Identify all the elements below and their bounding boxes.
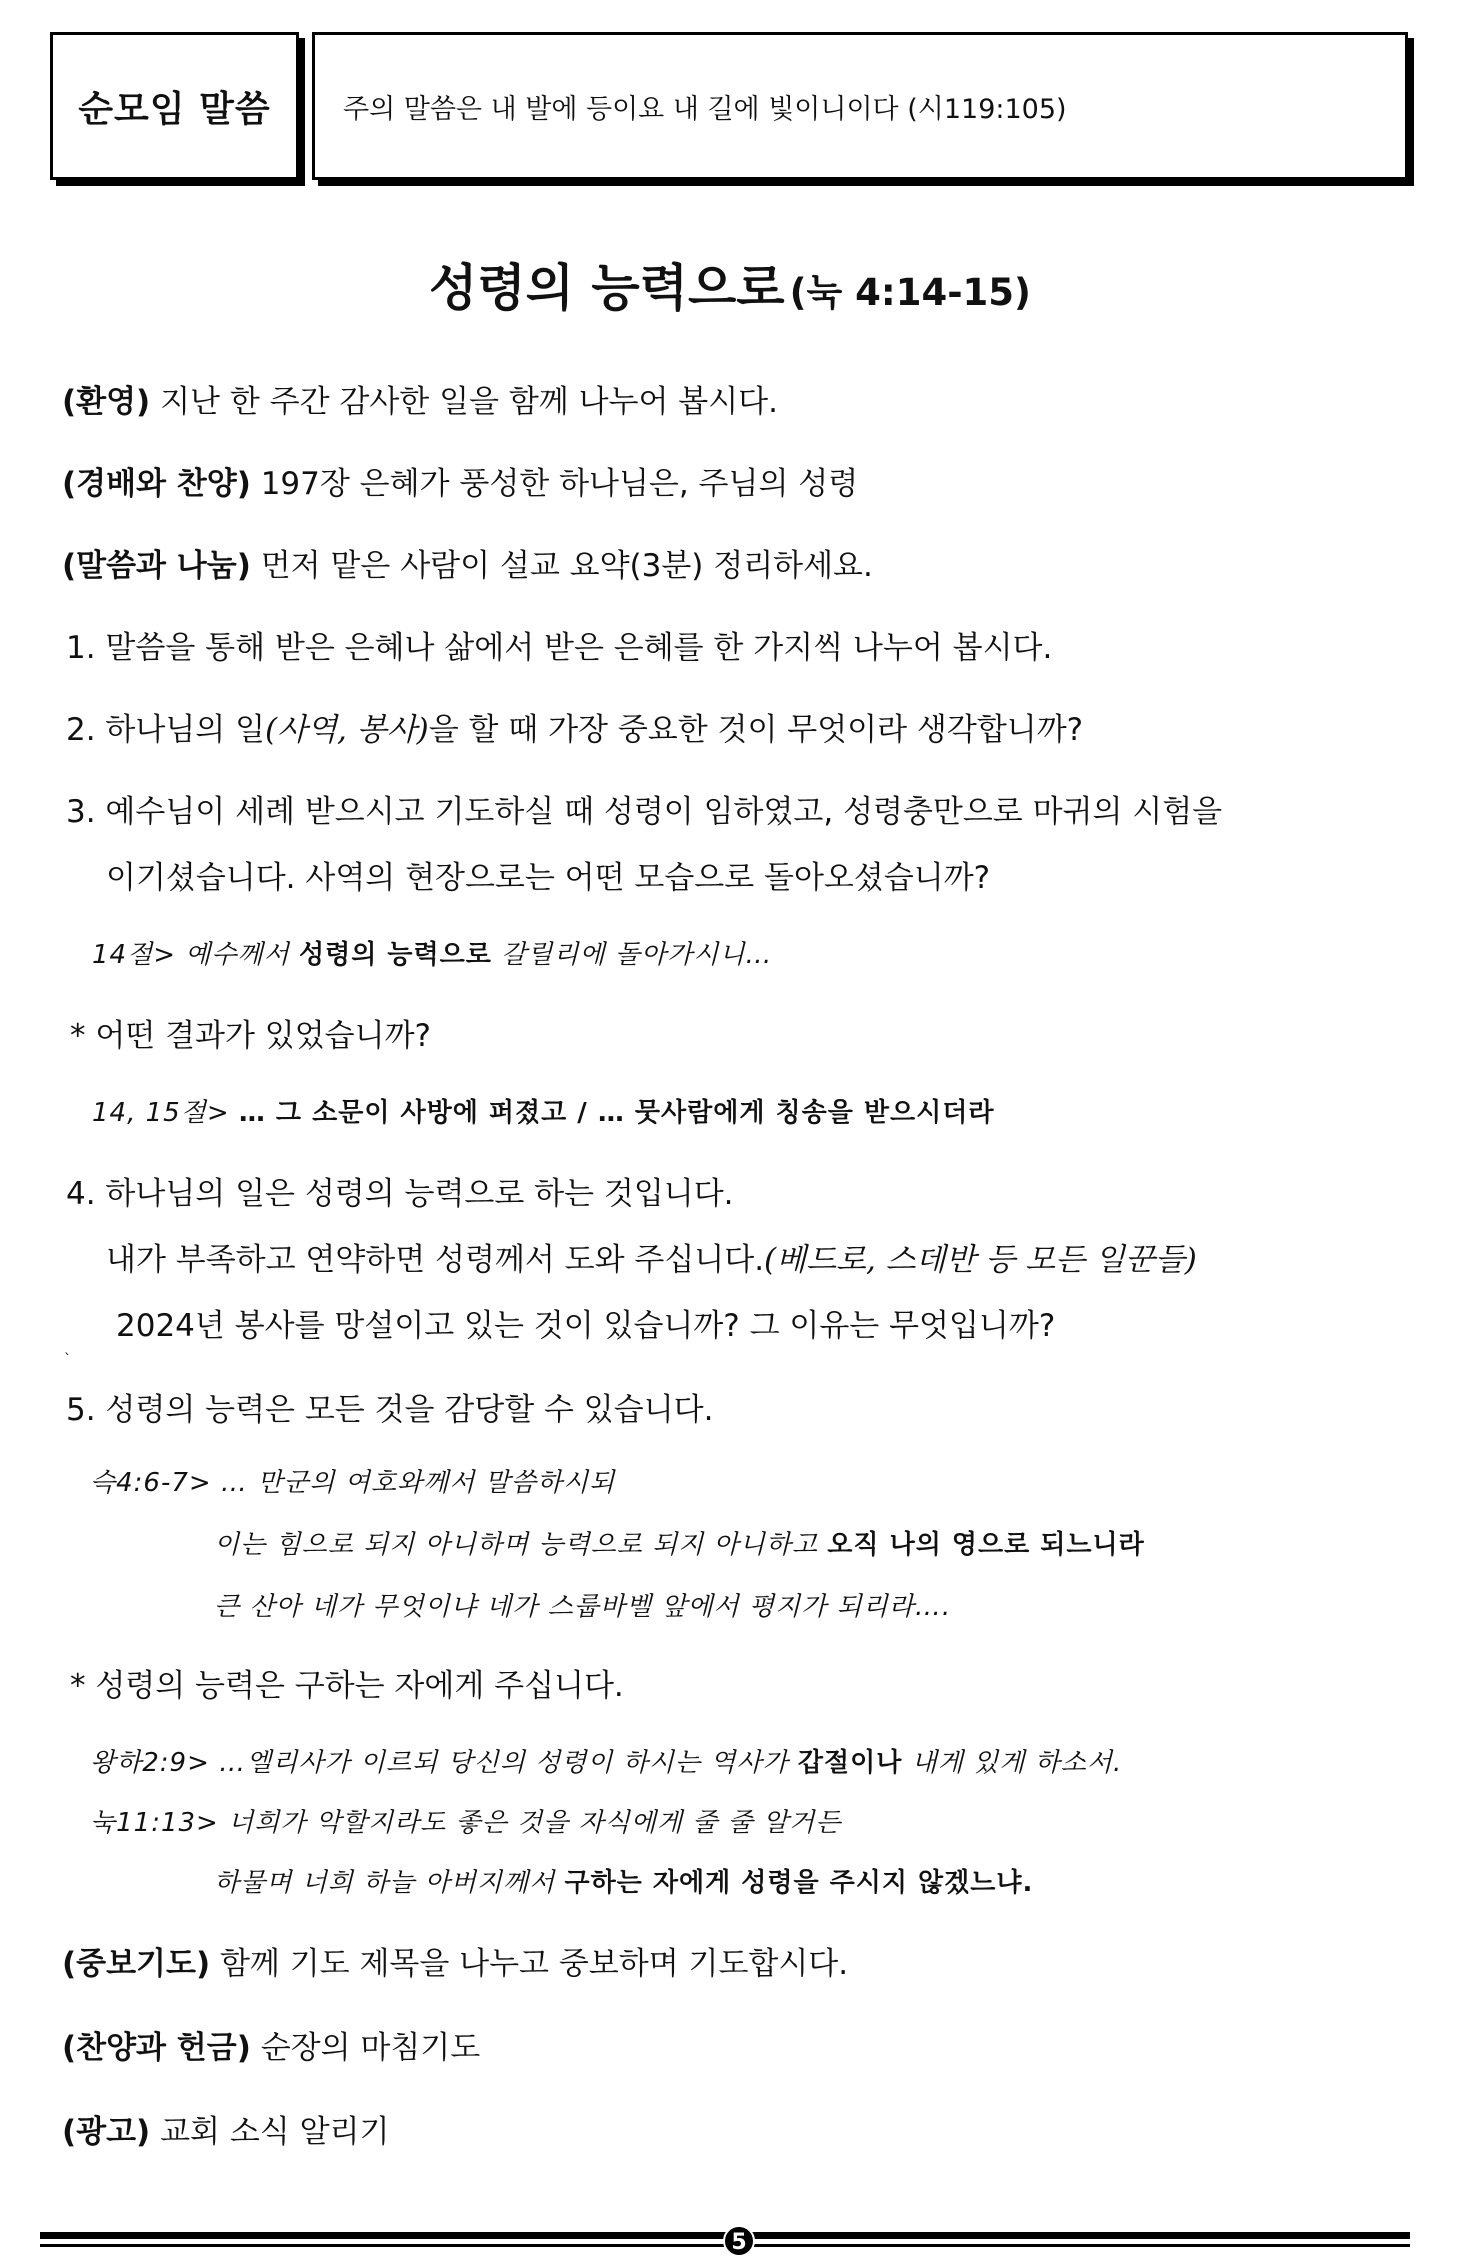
verse-14-bold: 성령의 능력으로: [298, 940, 492, 970]
question-4-line-2-text: 내가 부족하고 연약하면 성령께서 도와 주십니다.: [106, 1242, 765, 1278]
question-5: 5. 성령의 능력은 모든 것을 감당할 수 있습니다.: [66, 1392, 714, 1428]
luke-line-2-text: 하물며 너희 하늘 아버지께서: [214, 1868, 565, 1898]
zechariah-line-2-bold: 오직 나의 영으로 되느니라: [827, 1530, 1145, 1560]
question-4-line-1: 4. 하나님의 일은 성령의 능력으로 하는 것입니다.: [66, 1176, 734, 1212]
zechariah-line-2-text: 이는 힘으로 되지 아니하며 능력으로 되지 아니하고: [214, 1530, 828, 1560]
notice-text: 교회 소식 알리기: [150, 2114, 390, 2150]
luke-line-2: [214, 1862, 1033, 1899]
verse-14-rest: 갈릴리에 돌아가시니…: [491, 940, 773, 970]
kings-verse-bold: 갑절이나: [797, 1748, 903, 1778]
worship-line: [62, 458, 858, 503]
kings-verse-text: 왕하2:9> …엘리사가 이르되 당신의 성령이 하시는 역사가: [90, 1748, 798, 1778]
theme-verse: 주의 말씀은 내 발에 등이요 내 길에 빛이니이다 (시119:105): [343, 93, 1067, 125]
verse-14-15: [92, 1092, 995, 1129]
question-4-line-3: 2024년 봉사를 망설이고 있는 것이 있습니까? 그 이유는 무엇입니까?: [116, 1308, 1056, 1344]
zechariah-line-3: 큰 산아 네가 무엇이냐 네가 스룹바벨 앞에서 평지가 되리라….: [214, 1592, 952, 1622]
title-main: 성령의 능력으로: [429, 259, 785, 317]
worship-tag: (경배와 찬양): [62, 466, 251, 502]
seek-line: * 성령의 능력은 구하는 자에게 주십니다.: [70, 1668, 624, 1704]
word-tag: (말씀과 나눔): [62, 548, 251, 584]
kings-verse-rest: 내게 있게 하소서.: [902, 1748, 1123, 1778]
worship-text: 197장 은혜가 풍성한 하나님은, 주님의 성령: [250, 466, 859, 502]
prayer-tag: (중보기도): [62, 1946, 211, 1982]
question-4-line-2-italic: (베드로, 스데반 등 모든 일꾼들): [764, 1242, 1197, 1278]
verse-14-15-bold: … 그 소문이 사방에 퍼졌고 / … 뭇사람에게 칭송을 받으시더라: [238, 1098, 995, 1128]
verse-14-15-ref: 14, 15절>: [92, 1098, 239, 1128]
welcome-line: [62, 376, 778, 421]
prayer-line: [62, 1938, 848, 1983]
prayer-text: 함께 기도 제목을 나누고 중보하며 기도합시다.: [210, 1946, 849, 1982]
question-2-italic: (사역, 봉사): [265, 712, 429, 748]
word-line: [62, 540, 873, 585]
question-1: 1. 말씀을 통해 받은 은혜나 삶에서 받은 은혜를 한 가지씩 나누어 봅시다.: [66, 630, 1053, 666]
verse-14: [92, 934, 772, 971]
question-2: [66, 704, 1083, 749]
notice-tag: (광고): [62, 2114, 151, 2150]
section-label-box: [50, 32, 299, 180]
question-3-line-2: 이기셨습니다. 사역의 현장으로는 어떤 모습으로 돌아오셨습니까?: [106, 860, 991, 896]
notice-line: [62, 2106, 389, 2151]
verse-14-ref: 14절> 예수께서: [92, 940, 299, 970]
word-text: 먼저 맡은 사람이 설교 요약(3분) 정리하세요.: [250, 548, 873, 584]
zechariah-line-2: [214, 1524, 1145, 1561]
offering-line: [62, 2022, 480, 2067]
question-4-line-2: [106, 1234, 1197, 1279]
offering-text: 순장의 마침기도: [250, 2030, 481, 2066]
section-label: 순모임 말씀: [78, 88, 271, 130]
welcome-text: 지난 한 주간 감사한 일을 함께 나누어 봅시다.: [150, 384, 778, 420]
page-number: 5: [723, 2225, 755, 2257]
luke-line-2-bold: 구하는 자에게 성령을 주시지 않겠느냐.: [564, 1868, 1034, 1898]
title-reference: (눅 4:14-15): [789, 271, 1031, 314]
luke-line-1: 눅11:13> 너희가 악할지라도 좋은 것을 자식에게 줄 줄 알거든: [90, 1808, 842, 1838]
page-title: [0, 248, 1460, 320]
offering-tag: (찬양과 헌금): [62, 2030, 251, 2066]
question-2-part-c: 을 할 때 가장 중요한 것이 무엇이라 생각합니까?: [428, 712, 1084, 748]
theme-verse-box: [312, 32, 1408, 180]
result-question: * 어떤 결과가 있었습니까?: [70, 1018, 431, 1054]
question-3-line-1: 3. 예수님이 세례 받으시고 기도하실 때 성령이 임하였고, 성령충만으로 마귀의 시험을: [66, 794, 1223, 830]
stray-mark: `: [64, 1352, 71, 1368]
welcome-tag: (환영): [62, 384, 151, 420]
question-2-part-a: 2. 하나님의 일: [66, 712, 266, 748]
zechariah-line-1: 슥4:6-7> … 만군의 여호와께서 말씀하시되: [90, 1468, 616, 1498]
kings-verse: [90, 1742, 1122, 1779]
